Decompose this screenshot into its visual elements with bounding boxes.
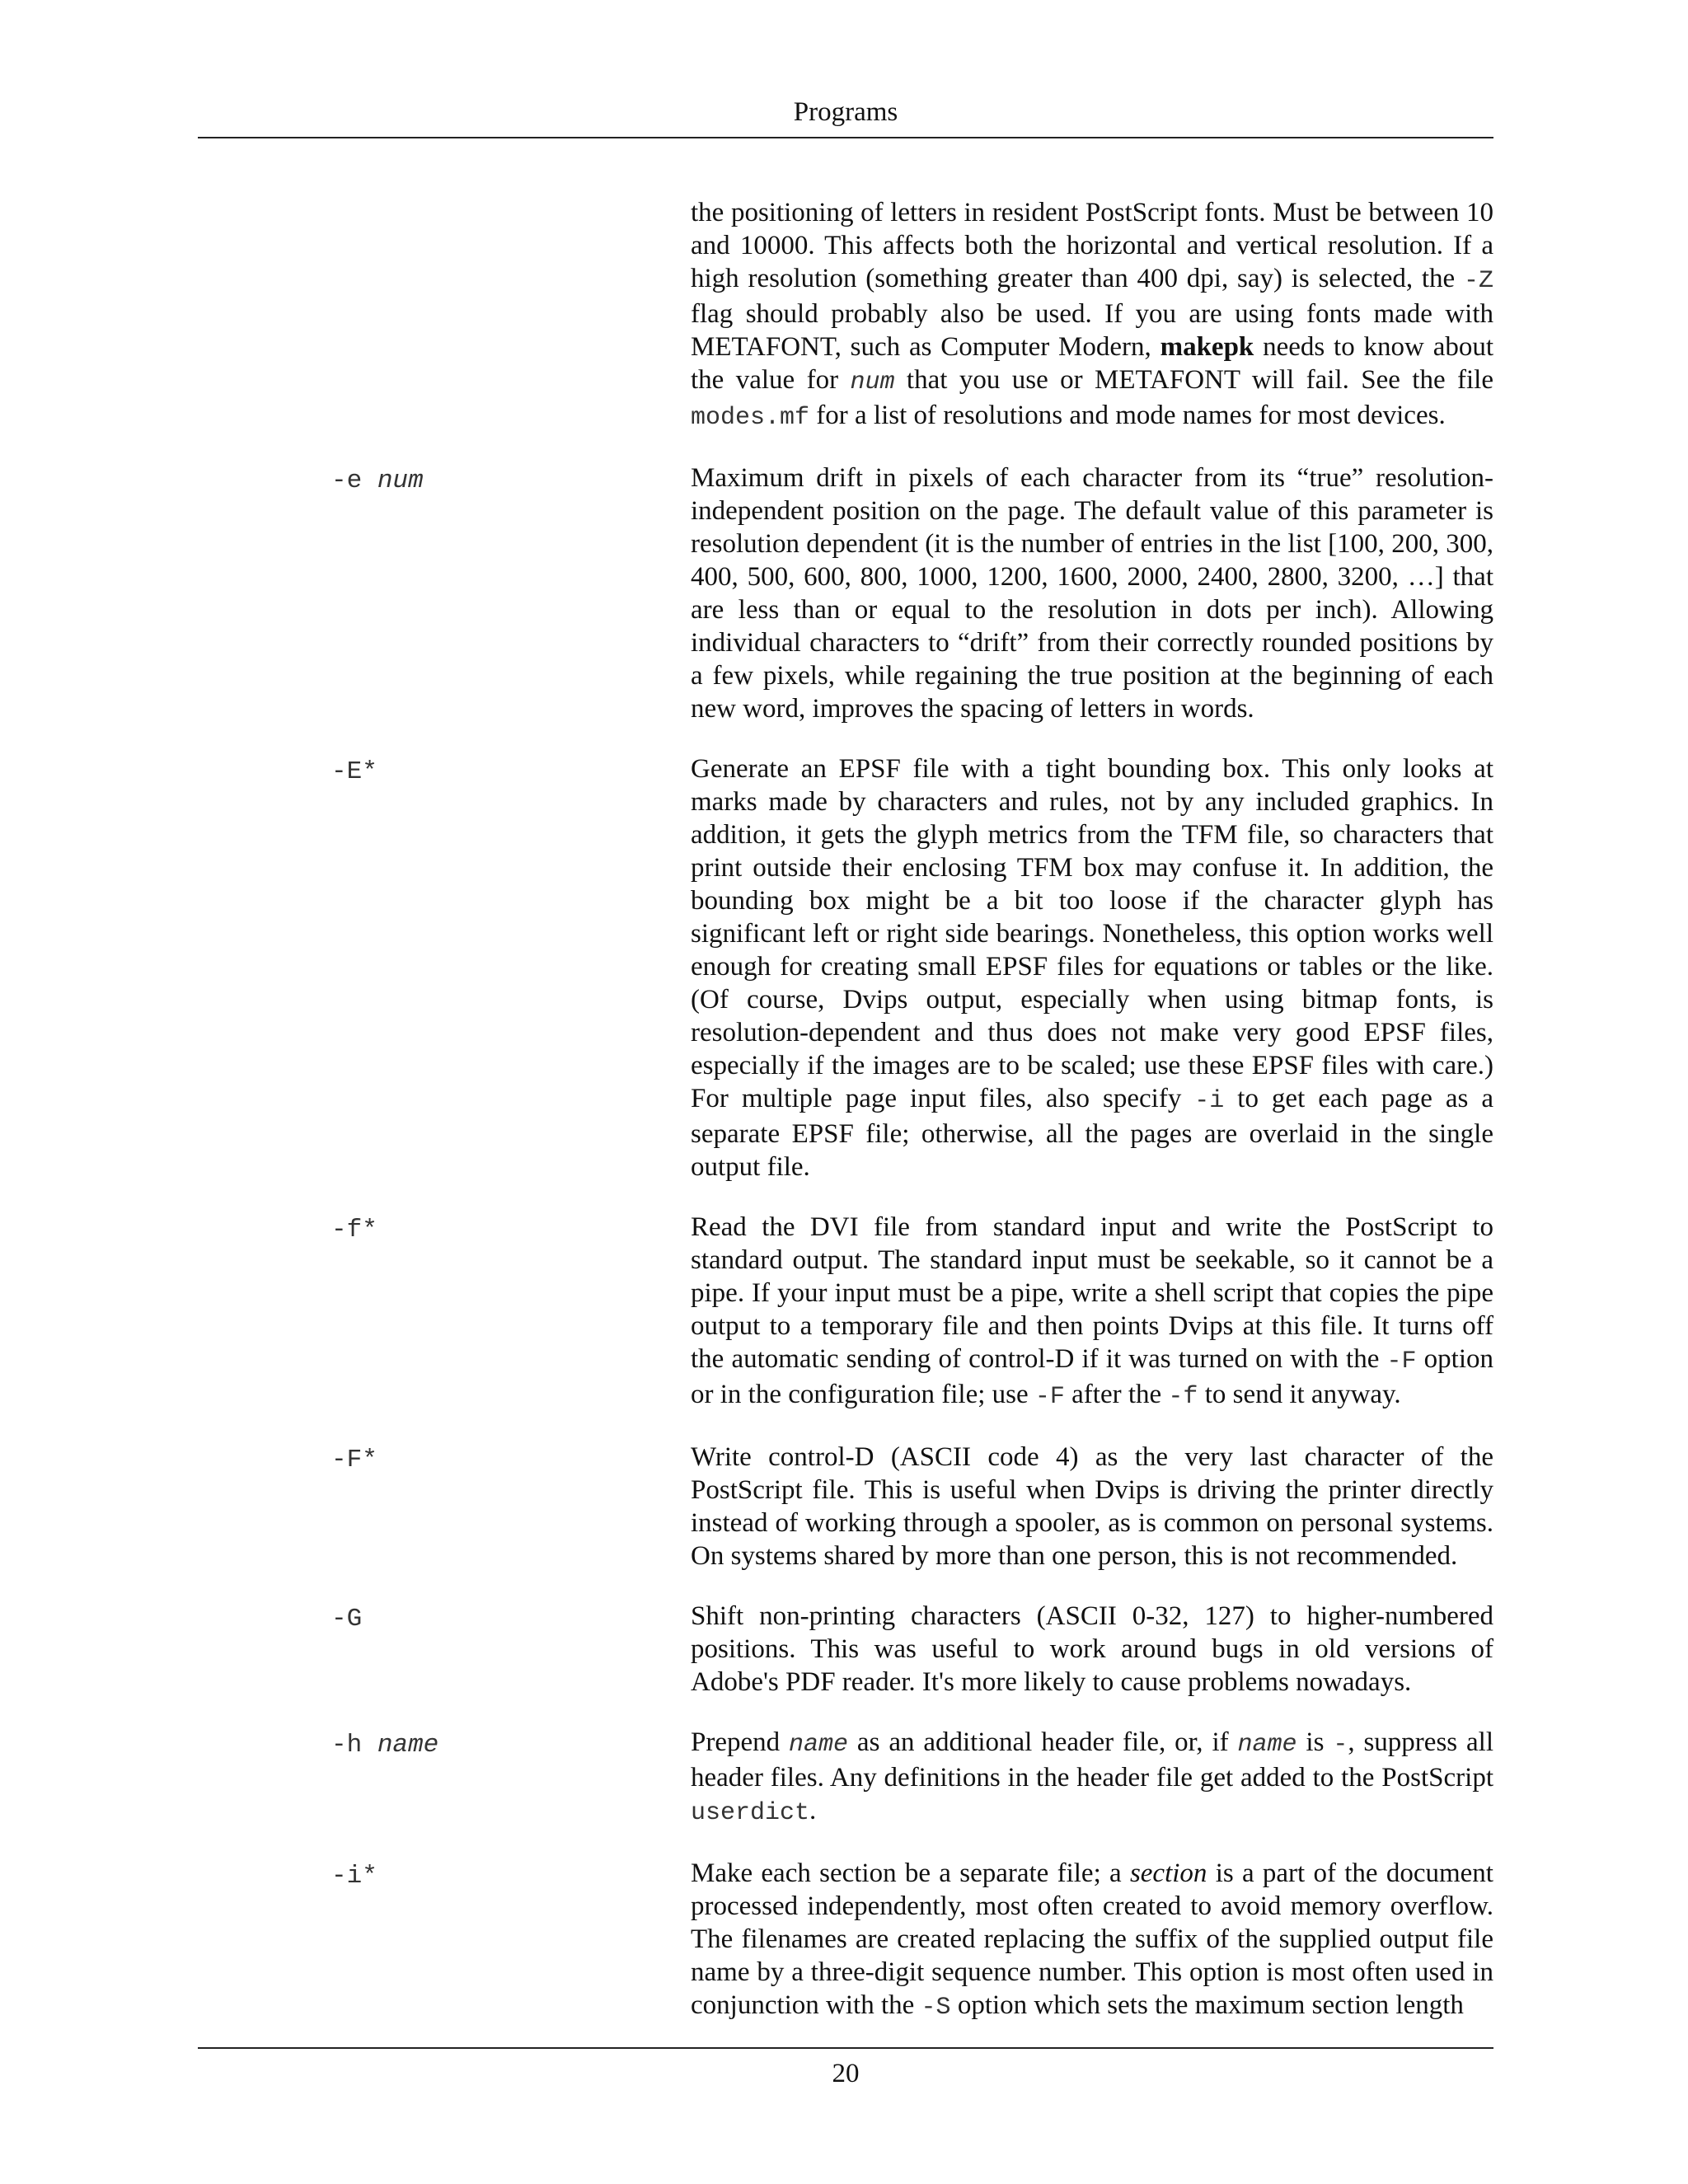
- page-number: 20: [832, 2059, 860, 2088]
- inline-bold-text: makepk: [1160, 332, 1254, 362]
- option-entry: [0, 752, 1688, 1183]
- description-text: is a part of the document processed independently, most often created to avoid memory overflow. The filenames are created replacing the suffix of the supplied output file name by a three-digit sequence number. This option is most often used in conjunction with the: [691, 1858, 1493, 2020]
- inline-mono-text: modes.mf: [691, 404, 810, 432]
- description-text: Make each section be a separate file; a: [691, 1858, 1130, 1888]
- option-flag: [331, 465, 424, 498]
- option-description: [691, 1600, 1493, 1699]
- inline-mono-text: -S: [921, 1994, 951, 2022]
- option-argument: num: [377, 466, 424, 495]
- inline-mono-text: -f: [1168, 1383, 1198, 1411]
- description-text: as an additional header file, or, if: [848, 1727, 1238, 1757]
- inline-mono-text: userdict: [691, 1799, 810, 1827]
- description-text: .: [809, 1796, 817, 1825]
- option-entry: [0, 1857, 1688, 2024]
- inline-mono-i-text: name: [1237, 1731, 1297, 1759]
- page-header-title: Programs: [793, 97, 898, 127]
- description-text: is: [1296, 1727, 1334, 1757]
- description-text: the positioning of letters in resident PostScript fonts. Must be between 10 and 10000. This affects both the horizontal and vertical resolution. If a high resolution (something greater than 400 dpi, say) is selected, the: [691, 198, 1493, 293]
- inline-mono-text: -Z: [1463, 267, 1493, 295]
- inline-mono-i-text: name: [789, 1731, 849, 1759]
- option-description: [691, 1441, 1493, 1572]
- description-text: flag should probably also be used. If you are using fonts made with METAFONT, such as Computer Modern,: [691, 299, 1493, 362]
- description-text: option which sets the maximum section length: [950, 1990, 1464, 2020]
- option-description: [691, 1857, 1493, 2024]
- description-text: Prepend: [691, 1727, 790, 1757]
- option-description: [691, 1211, 1493, 1413]
- option-list: [0, 196, 1688, 2051]
- option-flag-text: -G: [331, 1605, 363, 1633]
- description-text: to get each page as a separate EPSF file; otherwise, all the pages are overlaid in the single output file.: [691, 1084, 1494, 1182]
- option-flag-text: -h: [331, 1731, 363, 1760]
- description-text: Shift non-printing characters (ASCII 0-32, 127) to higher-numbered positions. This was useful to work around bugs in old versions of Adobe's PDF reader. It's more likely to cause problems nowadays.: [691, 1601, 1493, 1697]
- option-entry: [0, 1726, 1688, 1830]
- option-description: [691, 752, 1493, 1183]
- description-text: Read the DVI file from standard input and write the PostScript to standard output. The standard input must be seekable, so it cannot be a pipe. If your input must be a pipe, write a shell script that copies the pipe output to a temporary file and then points Dvips at this file. It turns off the automatic sending of control-D if it was turned on with the: [691, 1212, 1493, 1374]
- inline-mono-text: -F: [1386, 1347, 1417, 1376]
- description-text: option or in the configuration file; use: [691, 1344, 1493, 1409]
- option-flag-text: -F*: [331, 1446, 377, 1474]
- description-text: after the: [1064, 1380, 1169, 1409]
- option-flag-text: -E*: [331, 757, 377, 786]
- option-description: [691, 1726, 1493, 1830]
- option-description: [691, 196, 1493, 434]
- description-text: , suppress all header files. Any definitions in the header file get added to the PostScript: [691, 1727, 1494, 1793]
- option-flag-text: -e: [331, 466, 363, 495]
- description-text: Write control-D (ASCII code 4) as the very last character of the PostScript file. This is useful when Dvips is driving the printer directly instead of working through a spooler, as is common on personal systems. On systems shared by more than one person, this is not recommended.: [691, 1442, 1493, 1571]
- description-text: that you use or METAFONT will fail. See the file: [894, 365, 1493, 395]
- option-flag-text: -i*: [331, 1862, 377, 1891]
- option-flag: [331, 1603, 362, 1636]
- description-text: Generate an EPSF file with a tight bounding box. This only looks at marks made by characters and rules, not by any included graphics. In addition, it gets the glyph metrics from the TFM file, so characters that print outside their enclosing TFM box may confuse it. In addition, the bounding box might be a bit too loose if the character glyph has significant left or right side bearings. Nonetheless, this option works well enough for creating small EPSF files for equations or tables or the like. (Of course, Dvips output, especially when using bitmap fonts, is resolution-dependent and thus does not make very good EPSF files, especially if the images are to be scaled; use these EPSF files with care.) For multiple page input files, also specify: [691, 754, 1493, 1113]
- description-text: for a list of resolutions and mode names for most devices.: [809, 401, 1446, 430]
- option-flag: [331, 756, 377, 789]
- option-flag: [331, 1729, 438, 1762]
- option-entry: [0, 1600, 1688, 1699]
- option-flag: [331, 1860, 377, 1893]
- footer-rule: [198, 2047, 1493, 2049]
- inline-ital-text: section: [1129, 1858, 1207, 1888]
- inline-mono-text: -: [1333, 1731, 1348, 1759]
- option-flag: [331, 1444, 377, 1477]
- description-text: Maximum drift in pixels of each character from its “true” resolution-independent position on the page. The default value of this parameter is resolution dependent (it is the number of entries in the list [100, 200, 300, 400, 500, 600, 800, 1000, 1200, 1600, 2000, 2400, 2800, 3200, …] that are less than or equal to the resolution in dots per inch). Allowing individual characters to “drift” from their correctly rounded positions by a few pixels, while regaining the true position at the beginning of each new word, improves the spacing of letters in words.: [691, 463, 1493, 724]
- header-rule: [198, 137, 1493, 138]
- option-flag: [331, 1214, 377, 1247]
- inline-mono-text: -F: [1034, 1383, 1065, 1411]
- inline-mono-i-text: num: [850, 368, 895, 396]
- option-entry: [0, 1211, 1688, 1413]
- inline-mono-text: -i: [1194, 1087, 1225, 1115]
- option-description: [691, 462, 1493, 725]
- option-entry: [0, 1441, 1688, 1572]
- description-text: to send it anyway.: [1198, 1380, 1401, 1409]
- description-text: needs to know about the value for: [691, 332, 1494, 395]
- option-flag-text: -f*: [331, 1216, 377, 1244]
- option-entry: [0, 196, 1688, 434]
- option-entry: [0, 462, 1688, 725]
- option-argument: name: [377, 1731, 439, 1760]
